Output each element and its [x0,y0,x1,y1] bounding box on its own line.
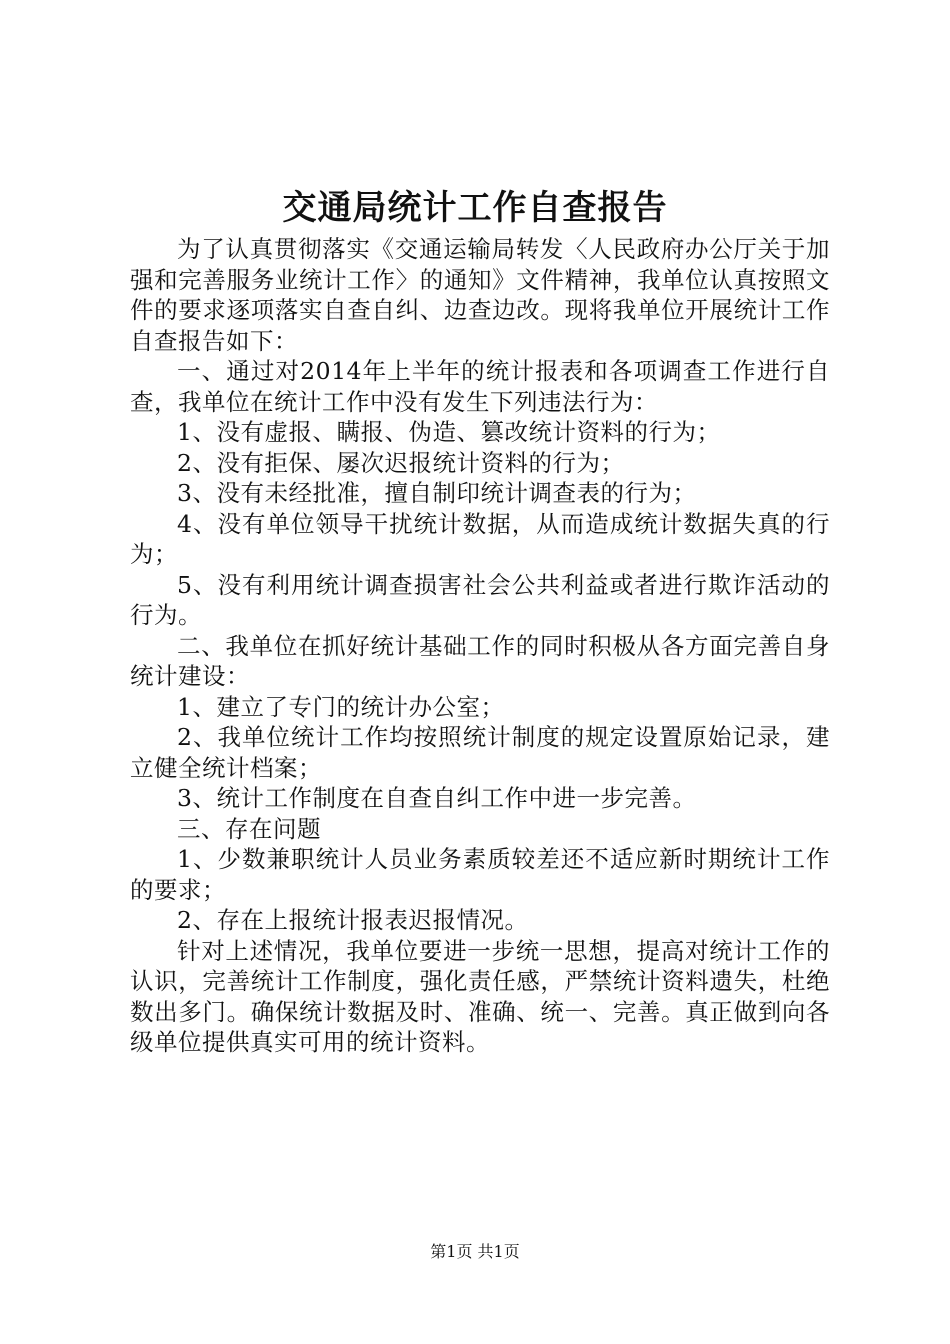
paragraph-section-2: 二、我单位在抓好统计基础工作的同时积极从各方面完善自身统计建设： [130,631,830,690]
paragraph-section-1: 一、通过对2014年上半年的统计报表和各项调查工作进行自查，我单位在统计工作中没有发生下列违法行为： [130,357,830,416]
list-item: 1、没有虚报、瞒报、伪造、篡改统计资料的行为； [177,418,721,446]
document-body [130,234,830,1058]
page-number-footer: 第1页 共1页 [430,1242,520,1261]
paragraph-intro: 为了认真贯彻落实《交通运输局转发〈人民政府办公厅关于加强和完善服务业统计工作〉的通知》文件精神，我单位认真按照文件的要求逐项落实自查自纠、边查边改。现将我单位开展统计工作自查报告如下： [130,235,830,355]
list-item: 3、没有未经批准，擅自制印统计调查表的行为； [177,479,697,507]
list-item: 2、存在上报统计报表迟报情况。 [177,906,529,934]
paragraph-conclusion: 针对上述情况，我单位要进一步统一思想，提高对统计工作的认识，完善统计工作制度，强化责任感，严禁统计资料遗失，杜绝数出多门。确保统计数据及时、准确、统一、完善。真正做到向各级单位提供真实可用的统计资料。 [130,936,830,1056]
list-item: 2、没有拒保、屡次迟报统计资料的行为； [177,448,625,477]
paragraph-section-3: 三、存在问题 [177,814,321,843]
document-title: 交通局统计工作自查报告 [282,188,668,228]
list-item: 2、我单位统计工作均按照统计制度的规定设置原始记录，建立健全统计档案； [130,723,830,782]
list-item: 4、没有单位领导干扰统计数据，从而造成统计数据失真的行为； [130,509,830,568]
list-item: 1、少数兼职统计人员业务素质较差还不适应新时期统计工作的要求； [130,845,830,904]
list-item: 3、统计工作制度在自查自纠工作中进一步完善。 [177,784,697,812]
list-item: 1、建立了专门的统计办公室； [177,692,505,721]
list-item: 5、没有利用统计调查损害社会公共利益或者进行欺诈活动的行为。 [130,570,830,629]
